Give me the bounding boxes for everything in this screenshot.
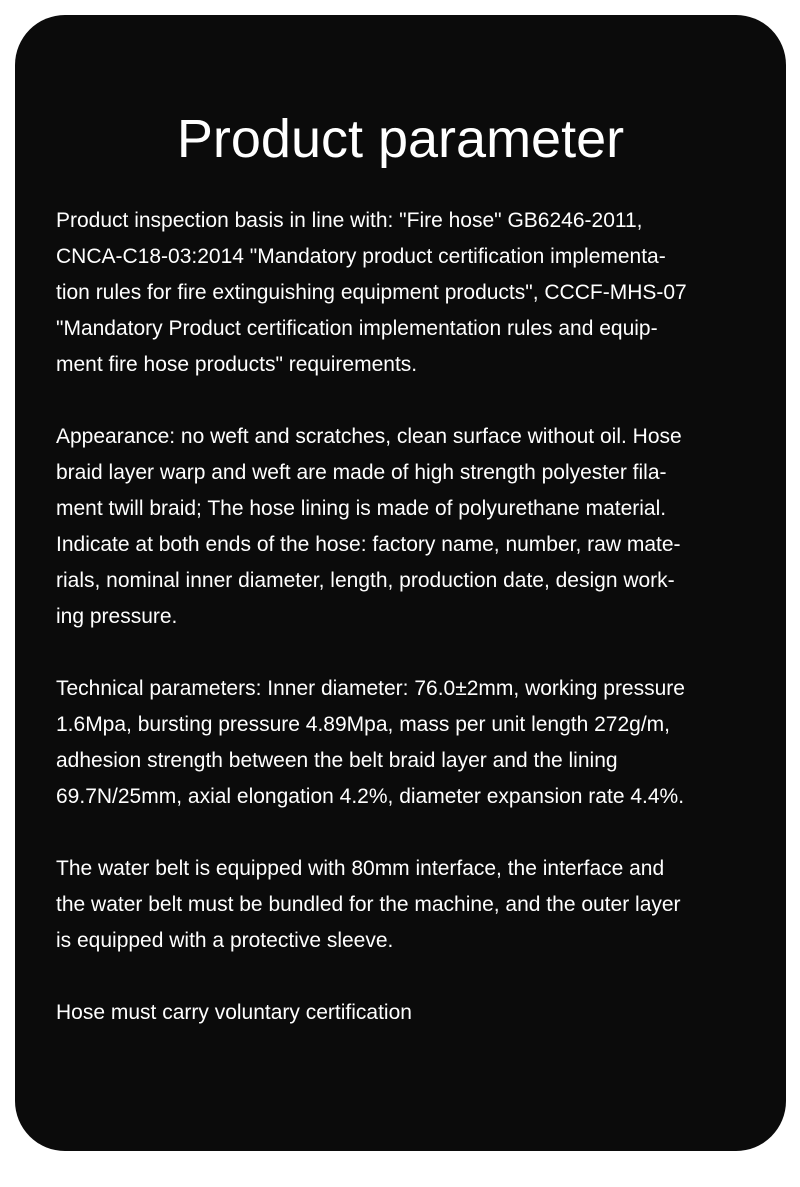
appearance-paragraph: Appearance: no weft and scratches, clean surface without oil. Hose braid layer warp and weft are made of high strength polyester fila- ment twill braid; The hose lining is made of polyurethane material. Indicate at both ends of the hose: factory name, number, raw mate- rials, nominal inner diameter, length, production date, design work- ing pressure.: [56, 425, 682, 628]
inspection-basis-paragraph: Product inspection basis in line with: "Fire hose" GB6246-2011, CNCA-C18-03:2014 "Mandatory product certification implementa- tion rules for fire extinguishing equipment products", CCCF-MHS-07 "Mandatory Product certification implementation rules and equip- ment fire hose products" requirements.: [56, 209, 687, 376]
parameter-text: [56, 203, 754, 1067]
product-parameter-card: [15, 15, 786, 1151]
interface-paragraph: The water belt is equipped with 80mm interface, the interface and the water belt must be bundled for the machine, and the outer layer is equipped with a protective sleeve.: [56, 857, 681, 952]
page-title: Product parameter: [176, 109, 625, 169]
certification-paragraph: Hose must carry voluntary certification: [56, 1001, 412, 1024]
technical-parameters-paragraph: Technical parameters: Inner diameter: 76.0±2mm, working pressure 1.6Mpa, bursting pressure 4.89Mpa, mass per unit length 272g/m, adhesion strength between the belt braid layer and the lining 69.7N/25mm, axial elongation 4.2%, diameter expansion rate 4.4%.: [56, 677, 685, 808]
